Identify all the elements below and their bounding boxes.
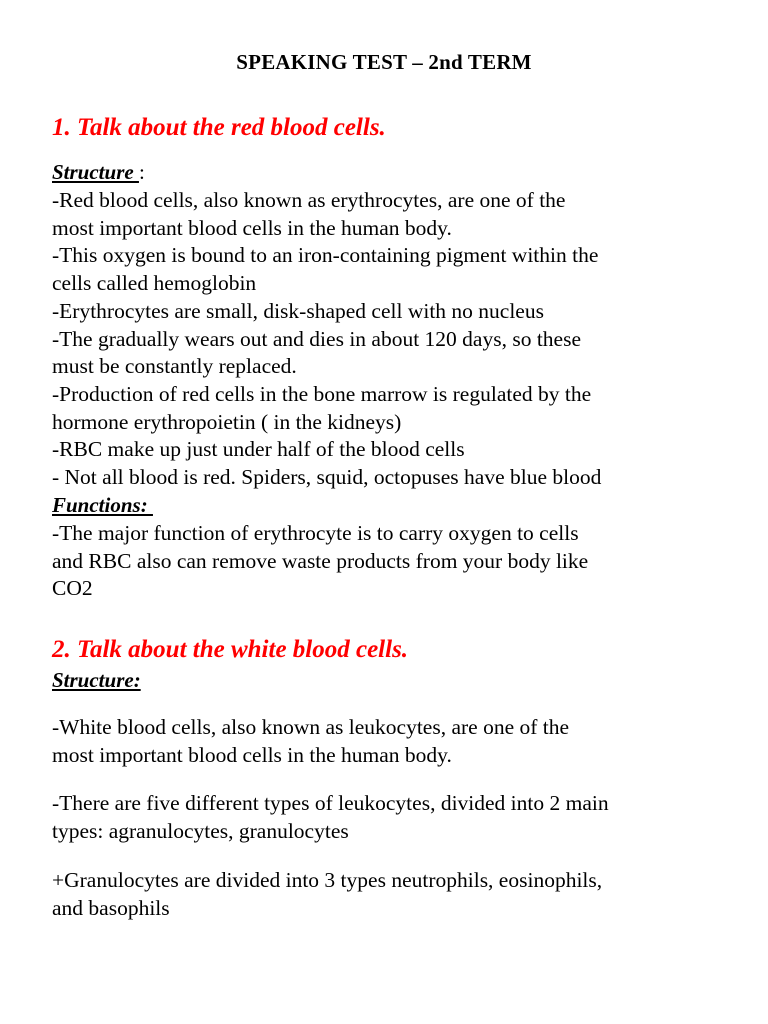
text-line: +Granulocytes are divided into 3 types neutrophils, eosinophils, (52, 868, 603, 892)
text-line: and RBC also can remove waste products from your body like (52, 548, 589, 573)
structure-colon: : (138, 160, 145, 184)
text-line: most important blood cells in the human body. (52, 742, 452, 767)
section-2-paragraph-2 (52, 790, 732, 845)
functions-label: Functions: (52, 493, 153, 517)
text-line: CO2 (52, 576, 93, 601)
text-line: -There are five different types of leukocytes, divided into 2 main (52, 791, 609, 815)
structure-label: Structure (52, 160, 139, 184)
text-line: cells called hemoglobin (52, 271, 257, 296)
section-2-paragraph-1 (52, 714, 732, 769)
section-2-structure-heading (52, 668, 141, 693)
text-line: -Production of red cells in the bone marrow is regulated by the (52, 381, 592, 406)
text-line: -The gradually wears out and dies in about 120 days, so these (52, 326, 582, 351)
text-line: -Red blood cells, also known as erythrocytes, are one of the (52, 188, 566, 212)
text-line: hormone erythropoietin ( in the kidneys) (52, 409, 402, 434)
text-line: must be constantly replaced. (52, 354, 297, 379)
section-1-functions-heading (52, 493, 153, 518)
section-1-functions-text (52, 520, 732, 603)
text-line: - Not all blood is red. Spiders, squid, octopuses have blue blood (52, 465, 602, 490)
document-title: SPEAKING TEST – 2nd TERM (236, 50, 532, 74)
text-line: -The major function of erythrocyte is to carry oxygen to cells (52, 521, 579, 545)
section-2-paragraph-3 (52, 867, 732, 922)
text-line: most important blood cells in the human body. (52, 215, 452, 240)
text-line: -RBC make up just under half of the blood cells (52, 437, 465, 462)
text-line: -This oxygen is bound to an iron-containing pigment within the (52, 243, 599, 268)
text-line: and basophils (52, 895, 170, 920)
section-1-structure-heading (52, 160, 145, 185)
structure-label: Structure: (52, 668, 141, 692)
text-line: types: agranulocytes, granulocytes (52, 818, 349, 843)
section-1-structure-text (52, 187, 732, 492)
text-line: -White blood cells, also known as leukocytes, are one of the (52, 715, 570, 739)
section-2-heading: 2. Talk about the white blood cells. (52, 636, 409, 663)
text-line: -Erythrocytes are small, disk-shaped cell with no nucleus (52, 298, 544, 323)
section-1-heading: 1. Talk about the red blood cells. (52, 114, 386, 141)
